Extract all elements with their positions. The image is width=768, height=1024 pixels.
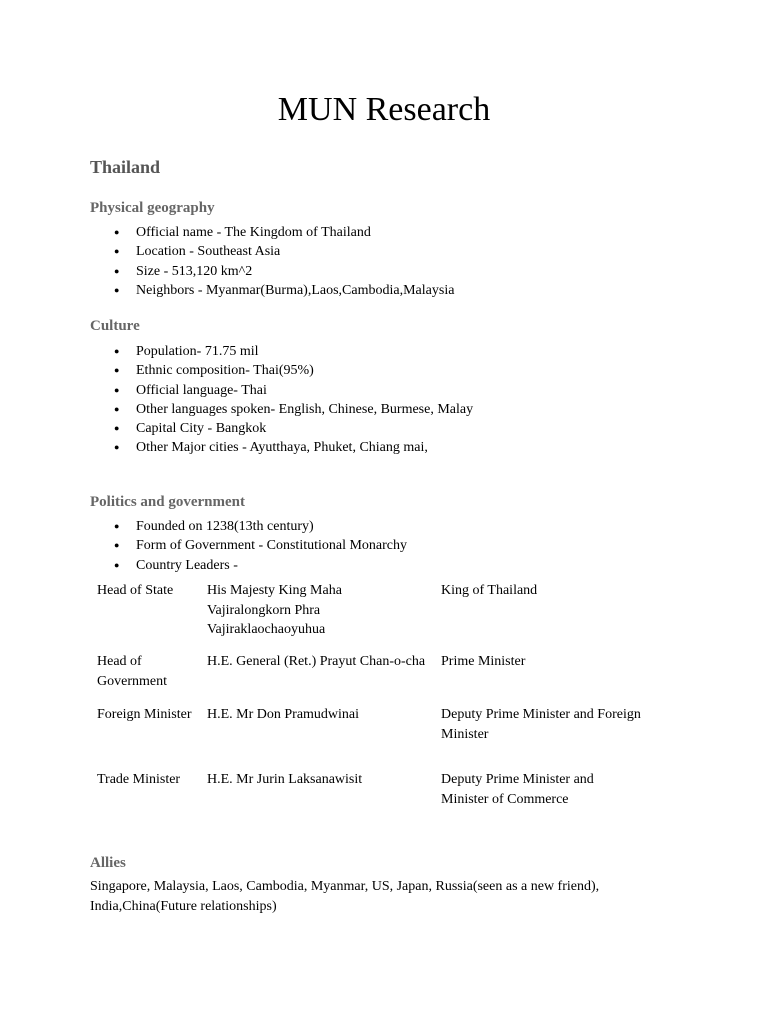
list-item: ● Size - 513,120 km^2 <box>90 262 454 281</box>
leader-role: Head of Government <box>97 654 167 689</box>
leader-role: Trade Minister <box>97 772 181 787</box>
leader-role: Head of State <box>97 583 174 598</box>
list-item: ● Capital City - Bangkok <box>90 419 473 438</box>
leader-role: Foreign Minister <box>97 707 192 722</box>
list-item: ● Ethnic composition- Thai(95%) <box>90 361 473 380</box>
physical-geography-heading: Physical geography <box>90 200 215 216</box>
list-item: ● Neighbors - Myanmar(Burma),Laos,Cambodia,Malaysia <box>90 281 454 300</box>
leader-name: H.E. Mr Don Pramudwinai <box>207 707 360 722</box>
list-item: ● Founded on 1238(13th century) <box>90 517 407 536</box>
list-item: ● Official name - The Kingdom of Thailand <box>90 223 454 242</box>
document-title: MUN Research <box>277 91 491 128</box>
leader-title: King of Thailand <box>441 583 538 598</box>
politics-heading: Politics and government <box>90 494 245 510</box>
leader-title: Deputy Prime Minister and Foreign Minister <box>441 707 641 742</box>
list-item: ● Other Major cities - Ayutthaya, Phuket, Chiang mai, <box>90 438 473 457</box>
culture-list <box>90 342 473 458</box>
country-heading: Thailand <box>90 157 161 177</box>
list-item: ● Form of Government - Constitutional Monarchy <box>90 536 407 555</box>
allies-heading: Allies <box>90 855 126 871</box>
table-row <box>90 770 650 810</box>
leader-name: H.E. Mr Jurin Laksanawisit <box>207 772 363 787</box>
table-row <box>90 652 650 705</box>
list-item: ● Population- 71.75 mil <box>90 342 473 361</box>
leader-title: Deputy Prime Minister and Minister of Commerce <box>441 772 594 807</box>
leader-name: H.E. General (Ret.) Prayut Chan-o-cha <box>207 654 426 669</box>
table-row <box>90 581 650 652</box>
politics-list <box>90 517 407 575</box>
table-row <box>90 705 650 770</box>
physical-geography-list <box>90 223 454 300</box>
country-leaders-table <box>90 581 650 810</box>
leader-title: Prime Minister <box>441 654 526 669</box>
leader-name: His Majesty King Maha Vajiralongkorn Phra Vajiraklaochaoyuhua <box>207 583 342 637</box>
allies-text: Singapore, Malaysia, Laos, Cambodia, Myanmar, US, Japan, Russia(seen as a new friend), India,China(Future relationships) <box>90 879 600 914</box>
culture-heading: Culture <box>90 318 140 334</box>
list-item: ● Official language- Thai <box>90 381 473 400</box>
list-item: ● Location - Southeast Asia <box>90 242 454 261</box>
list-item: ● Country Leaders - <box>90 556 407 575</box>
list-item: ● Other languages spoken- English, Chinese, Burmese, Malay <box>90 400 473 419</box>
